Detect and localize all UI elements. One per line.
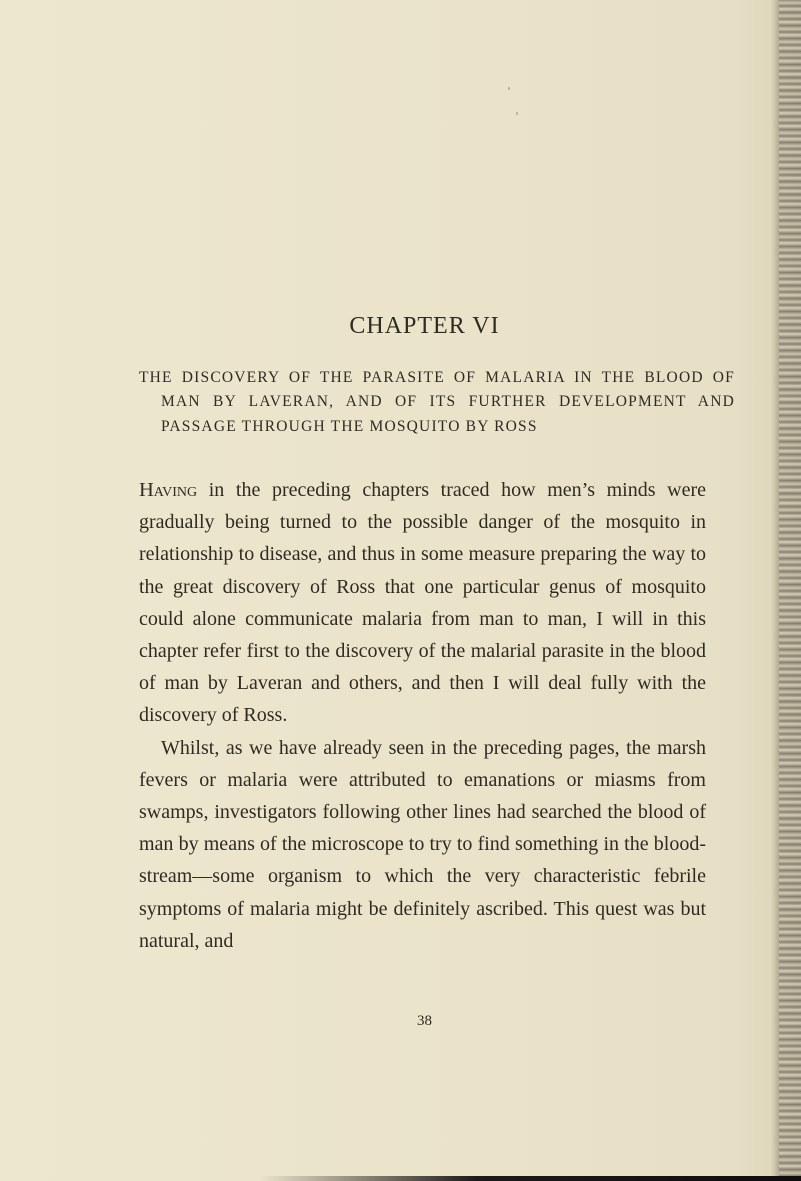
page-bottom-edge: [260, 1176, 801, 1181]
chapter-heading: CHAPTER VI: [349, 313, 500, 339]
paragraph-1-text: in the preceding chapters traced how men’s minds were gradually being turned to the possible danger of the mosquito in relationship to disease, and thus in some measure preparing the way to the great discovery of Ross that one particular genus of mosquito could alone communicate malaria from man to man, I will in this chapter refer first to the discovery of the malarial parasite in the blood of man by Laveran and others, and then I will deal fully with the discovery of Ross.: [139, 479, 706, 727]
paragraph-2: Whilst, as we have already seen in the preceding pages, the marsh fevers or malaria were attributed to emanations or miasms from swamps, investigators following other lines had searched the blood of man by means of the microscope to try to find something in the blood-stream—some organism to which the very characteristic febrile symptoms of malaria might be definitely ascribed. This quest was but natural, and: [139, 736, 706, 952]
paragraph-lead-smallcaps: Having: [139, 479, 198, 501]
chapter-body: [139, 474, 706, 957]
paper-speck: [516, 112, 518, 115]
page-edge: [779, 0, 801, 1181]
chapter-subtitle: THE DISCOVERY OF THE PARASITE OF MALARIA IN THE BLOOD OF MAN BY LAVERAN, AND OF ITS FURTHER DEVELOPMENT AND PASSAGE THROUGH THE MOSQUITO BY ROSS: [139, 369, 735, 435]
paper-speck: [508, 87, 510, 90]
page-number: 38: [417, 1013, 432, 1029]
paragraph-1: [139, 474, 706, 732]
page-edge-shadow: [771, 0, 779, 1181]
